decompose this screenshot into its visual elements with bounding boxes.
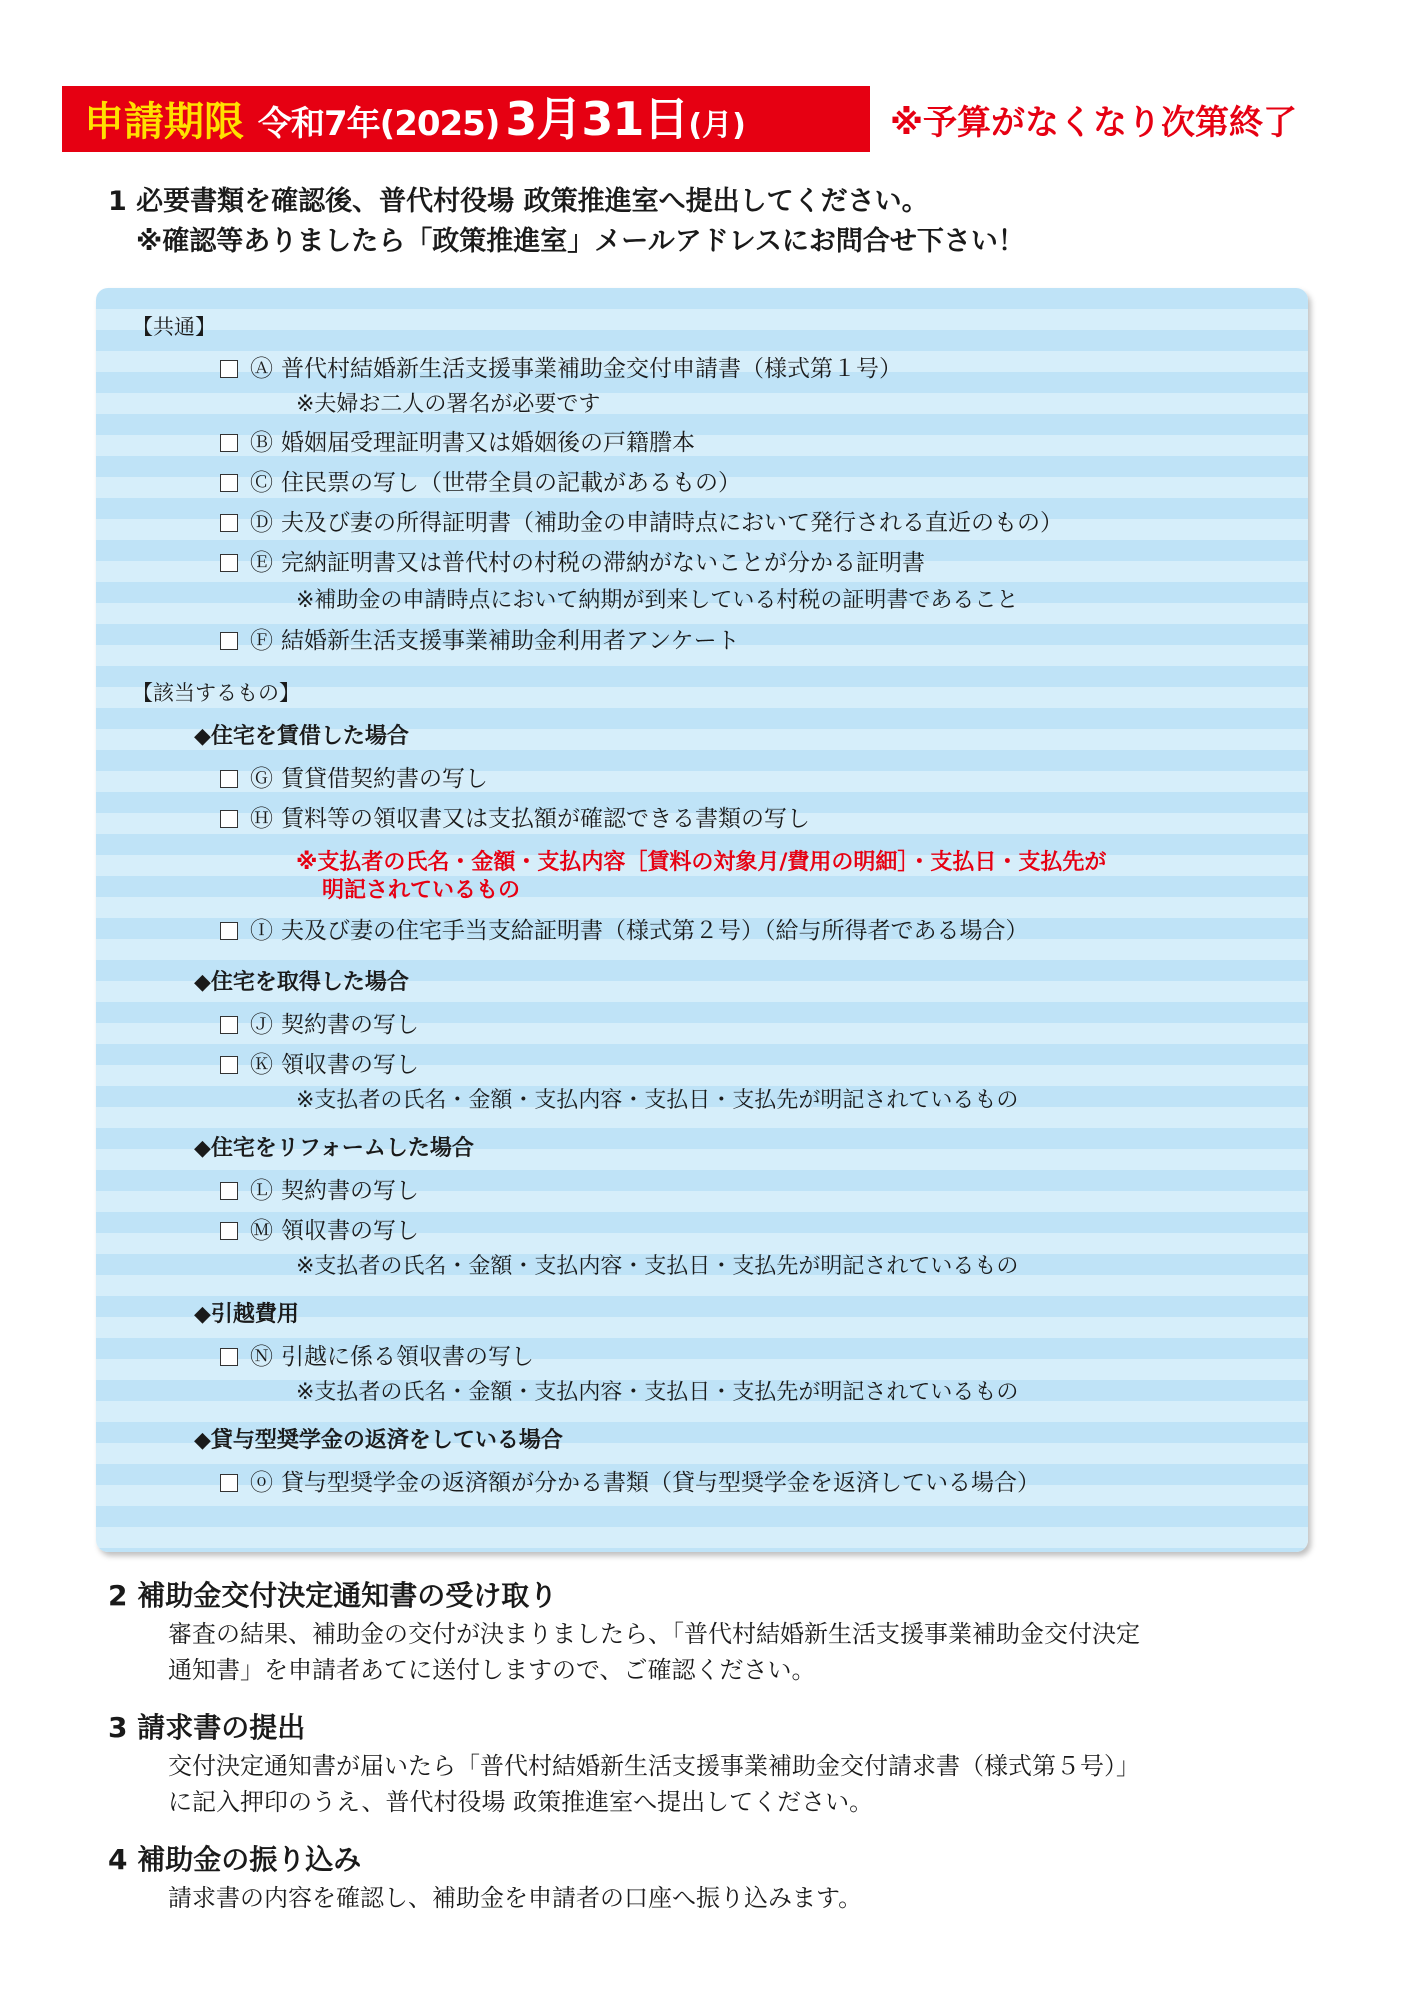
checklist-item-i[interactable] [220, 916, 1029, 946]
checkbox[interactable] [220, 1474, 238, 1492]
checklist-item-c[interactable] [220, 468, 741, 498]
checklist-item-f[interactable] [220, 626, 740, 656]
item-e-note: ※補助金の申請時点において納期が到来している村税の証明書であること [296, 588, 1019, 613]
checklist-item-d[interactable] [220, 508, 1063, 538]
checkbox[interactable] [220, 554, 238, 572]
item-text: 婚姻届受理証明書又は婚姻後の戸籍謄本 [281, 430, 695, 456]
item-h-note-line2: 明記されているもの [322, 878, 521, 903]
rent-title: ◆住宅を賃借した場合 [194, 724, 409, 749]
acquire-title: ◆住宅を取得した場合 [194, 970, 409, 995]
item-k-note: ※支払者の氏名・金額・支払内容・支払日・支払先が明記されているもの [296, 1088, 1019, 1113]
item-text: 貸与型奨学金の返済額が分かる書類（貸与型奨学金を返済している場合） [281, 1470, 1040, 1496]
checkbox[interactable] [220, 1348, 238, 1366]
deadline-day: (月) [688, 108, 746, 143]
deadline-box [62, 86, 870, 152]
checkbox[interactable] [220, 514, 238, 532]
moving-title: ◆引越費用 [194, 1302, 299, 1327]
item-text: 夫及び妻の所得証明書（補助金の申請時点において発行される直近のもの） [281, 510, 1063, 536]
checkbox[interactable] [220, 632, 238, 650]
step-4-title: 4 補助金の振り込み [108, 1843, 362, 1876]
deadline-date: 3月31日 [505, 92, 689, 146]
section-1-title: 1 必要書類を確認後、普代村役場 政策推進室へ提出してください。 [108, 186, 929, 217]
checklist-item-m[interactable] [220, 1216, 419, 1246]
step-3-title: 3 請求書の提出 [108, 1711, 306, 1744]
step-2-title: 2 補助金交付決定通知書の受け取り [108, 1579, 558, 1612]
item-mark: Ⓖ [250, 766, 273, 792]
checklist-item-n[interactable] [220, 1342, 534, 1372]
section-1-note: ※確認等ありましたら「政策推進室」メールアドレスにお問合せ下さい！ [136, 226, 1025, 257]
item-text: 引越に係る領収書の写し [281, 1344, 534, 1370]
item-text: 結婚新生活支援事業補助金利用者アンケート [281, 628, 740, 654]
item-text: 賃貸借契約書の写し [281, 766, 488, 792]
item-mark: Ⓗ [250, 806, 273, 832]
checklist-item-g[interactable] [220, 764, 488, 794]
deadline-era: 令和7年(2025) [258, 104, 500, 144]
checklist-item-o[interactable] [220, 1468, 1040, 1498]
checklist-item-l[interactable] [220, 1176, 419, 1206]
item-m-note: ※支払者の氏名・金額・支払内容・支払日・支払先が明記されているもの [296, 1254, 1019, 1279]
checklist-item-a[interactable] [220, 354, 902, 384]
item-text: 領収書の写し [281, 1218, 419, 1244]
item-text: 完納証明書又は普代村の村税の滞納がないことが分かる証明書 [281, 550, 925, 576]
item-mark: Ⓒ [250, 470, 273, 496]
checkbox[interactable] [220, 360, 238, 378]
item-mark: Ⓔ [250, 550, 273, 576]
checkbox[interactable] [220, 1016, 238, 1034]
checkbox[interactable] [220, 1222, 238, 1240]
item-text: 夫及び妻の住宅手当支給証明書（様式第２号）（給与所得者である場合） [281, 918, 1029, 944]
item-mark: Ⓘ [250, 918, 273, 944]
item-mark: Ⓛ [250, 1178, 273, 1204]
item-text: 住民票の写し（世帯全員の記載があるもの） [281, 470, 741, 496]
checklist-item-k[interactable] [220, 1050, 419, 1080]
item-mark: Ⓕ [250, 628, 273, 654]
item-mark: Ⓓ [250, 510, 273, 536]
reform-title: ◆住宅をリフォームした場合 [194, 1136, 474, 1161]
checkbox[interactable] [220, 1182, 238, 1200]
deadline-bar [62, 86, 1297, 152]
deadline-label: 申請期限 [84, 99, 244, 145]
checkbox[interactable] [220, 810, 238, 828]
item-h-note-line1: ※支払者の氏名・金額・支払内容［賃料の対象月/費用の明細］・支払日・支払先が [296, 850, 1107, 875]
step-3-body-line1: 交付決定通知書が届いたら「普代村結婚新生活支援事業補助金交付請求書（様式第５号）」 [168, 1752, 1140, 1780]
step-2 [108, 1576, 1140, 1688]
step-3-body-line2: に記入押印のうえ、普代村役場 政策推進室へ提出してください。 [168, 1788, 874, 1816]
item-a-note: ※夫婦お二人の署名が必要です [296, 392, 601, 417]
item-mark: Ⓜ [250, 1218, 273, 1244]
item-mark: ⓞ [250, 1470, 273, 1496]
item-mark: Ⓝ [250, 1344, 273, 1370]
item-mark: Ⓐ [250, 356, 273, 382]
checkbox[interactable] [220, 1056, 238, 1074]
checklist-item-j[interactable] [220, 1010, 419, 1040]
item-text: 普代村結婚新生活支援事業補助金交付申請書（様式第１号） [281, 356, 902, 382]
checklist-item-e[interactable] [220, 548, 925, 578]
item-text: 契約書の写し [281, 1012, 419, 1038]
checkbox[interactable] [220, 434, 238, 452]
item-text: 賃料等の領収書又は支払額が確認できる書類の写し [281, 806, 810, 832]
checkbox[interactable] [220, 770, 238, 788]
item-mark: Ⓚ [250, 1052, 273, 1078]
item-n-note: ※支払者の氏名・金額・支払内容・支払日・支払先が明記されているもの [296, 1380, 1019, 1405]
item-mark: Ⓙ [250, 1012, 273, 1038]
step-2-body-line2: 通知書」を申請者あてに送付しますので、ご確認ください。 [168, 1656, 816, 1684]
scholarship-title: ◆貸与型奨学金の返済をしている場合 [194, 1428, 563, 1453]
step-2-body-line1: 審査の結果、補助金の交付が決まりましたら、「普代村結婚新生活支援事業補助金交付決定 [168, 1620, 1140, 1648]
checklist-item-h[interactable] [220, 804, 810, 834]
section-1 [108, 182, 1025, 262]
checkbox[interactable] [220, 922, 238, 940]
step-4-body-line1: 請求書の内容を確認し、補助金を申請者の口座へ振り込みます。 [168, 1884, 863, 1912]
step-4 [108, 1840, 862, 1916]
item-mark: Ⓑ [250, 430, 273, 456]
budget-note: ※予算がなくなり次第終了 [890, 102, 1298, 143]
applicable-header: 【該当するもの】 [132, 681, 300, 705]
checklist-panel [96, 288, 1308, 1552]
step-3 [108, 1708, 1140, 1820]
item-text: 領収書の写し [281, 1052, 419, 1078]
checklist-item-b[interactable] [220, 428, 695, 458]
checkbox[interactable] [220, 474, 238, 492]
common-header: 【共通】 [132, 315, 216, 339]
item-text: 契約書の写し [281, 1178, 419, 1204]
